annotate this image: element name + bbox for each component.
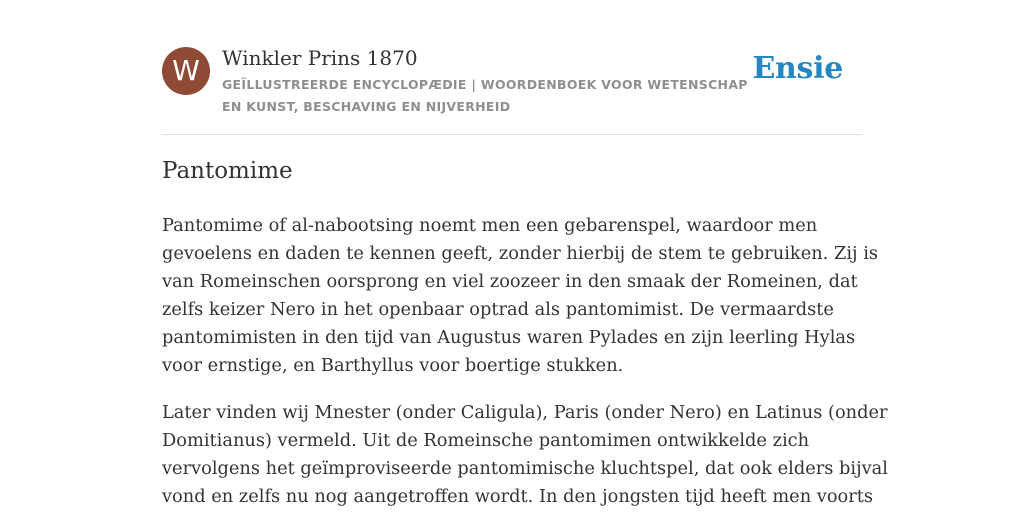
text-line: Later vinden wij Mnester (onder Caligula), Paris (onder Nero) en Latinus (onder [162,402,888,423]
text-line: gevoelens en daden te kennen geeft, zonder hierbij de stem te gebruiken. Zij is [162,243,879,264]
paragraph [162,399,888,511]
article-body [162,212,888,512]
source-avatar[interactable]: W [162,47,210,95]
text-line: vond en zelfs nu nog aangetroffen wordt. In den jongsten tijd heeft men voorts [162,486,874,507]
article-title: Pantomime [162,158,293,184]
source-title[interactable]: Winkler Prins 1870 [222,46,418,70]
text-line: vervolgens het geïmproviseerde pantomimische kluchtspel, dat ook elders bijval [162,458,888,479]
text-line: pantomimisten in den tijd van Augustus waren Pylades en zijn leerling Hylas [162,327,856,348]
text-line: zelfs keizer Nero in het openbaar optrad als pantomimist. De vermaardste [162,299,834,320]
text-line: Pantomime of al-nabootsing noemt men een gebarenspel, waardoor men [162,215,818,236]
text-line: van Romeinschen oorsprong en viel zoozeer in den smaak der Romeinen, dat [162,271,858,292]
paragraph [162,212,879,380]
source-subtitle: GEÏLLUSTREERDE ENCYCLOPÆDIE | WOORDENBOEK VOOR WETENSCHAP EN KUNST, BESCHAVING EN NIJVERHEID [222,77,748,114]
text-line: Domitianus) vermeld. Uit de Romeinsche pantomimen ontwikkelde zich [162,430,810,451]
text-line: voor ernstige, en Barthyllus voor boertige stukken. [162,355,624,376]
ensie-logo[interactable]: Ensie [752,51,843,86]
source-header [162,47,862,135]
